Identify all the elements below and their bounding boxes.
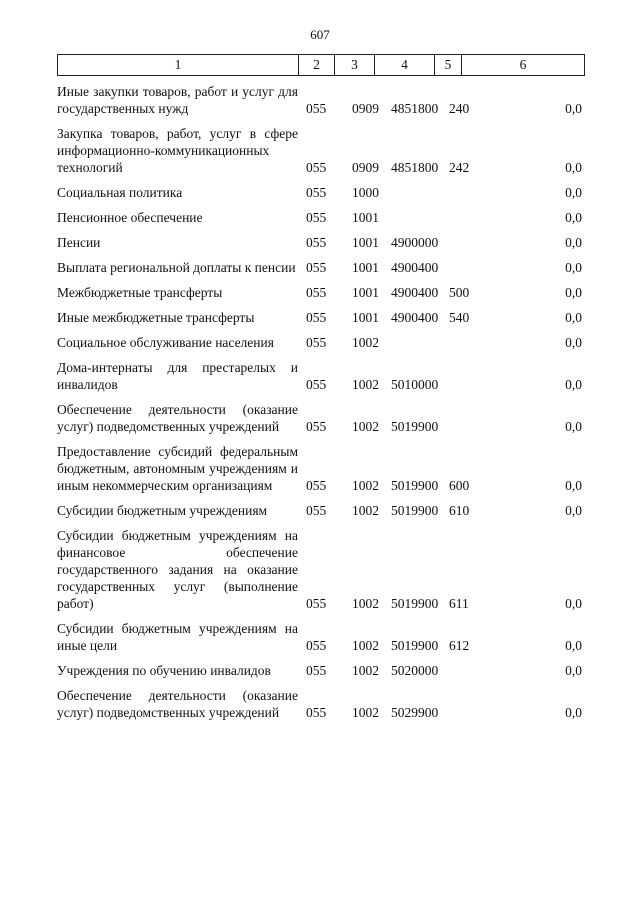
table-row xyxy=(57,527,585,612)
row-code-4: 5019900 xyxy=(391,638,439,653)
row-value: 0,0 xyxy=(565,235,582,250)
row-code-4: 4900400 xyxy=(391,310,439,325)
row-code-5: 540 xyxy=(449,310,470,325)
row-code-2: 055 xyxy=(306,260,327,275)
row-name: Субсидии бюджетным учреждениям xyxy=(57,503,268,518)
table-row xyxy=(57,284,585,301)
row-code-4: 4900400 xyxy=(391,285,439,300)
row-name: Иные закупки товаров, работ и услуг для государственных нужд xyxy=(57,84,298,116)
row-name: Социальная политика xyxy=(57,185,183,200)
row-code-3: 1002 xyxy=(352,638,379,653)
row-code-4: 5029900 xyxy=(391,705,439,720)
row-code-2: 055 xyxy=(306,210,327,225)
table-row xyxy=(57,620,585,654)
header-col-3: 3 xyxy=(335,55,375,75)
row-name: Предоставление субсидий федеральным бюджетным, автономным учреждениям и иным некоммерческим организациям xyxy=(57,444,298,493)
row-code-2: 055 xyxy=(306,160,327,175)
row-value: 0,0 xyxy=(565,638,582,653)
header-col-2: 2 xyxy=(299,55,335,75)
table-row xyxy=(57,401,585,435)
row-name: Межбюджетные трансферты xyxy=(57,285,223,300)
table-row xyxy=(57,359,585,393)
row-name: Социальное обслуживание населения xyxy=(57,335,274,350)
page-number: 607 xyxy=(310,27,330,42)
row-value: 0,0 xyxy=(565,260,582,275)
header-col-5: 5 xyxy=(435,55,462,75)
row-value: 0,0 xyxy=(565,478,582,493)
row-code-3: 0909 xyxy=(352,160,379,175)
row-value: 0,0 xyxy=(565,185,582,200)
row-code-2: 055 xyxy=(306,235,327,250)
row-code-4: 5019900 xyxy=(391,503,439,518)
row-code-3: 1002 xyxy=(352,478,379,493)
row-name: Выплата региональной доплаты к пенсии xyxy=(57,260,296,275)
row-value: 0,0 xyxy=(565,596,582,611)
row-code-3: 0909 xyxy=(352,101,379,116)
row-value: 0,0 xyxy=(565,335,582,350)
row-name: Субсидии бюджетным учреждениям на иные цели xyxy=(57,621,298,653)
row-name: Дома-интернаты для престарелых и инвалидов xyxy=(57,360,298,392)
row-value: 0,0 xyxy=(565,101,582,116)
table-row xyxy=(57,125,585,176)
row-code-2: 055 xyxy=(306,101,327,116)
row-value: 0,0 xyxy=(565,377,582,392)
row-code-2: 055 xyxy=(306,663,327,678)
table-row xyxy=(57,502,585,519)
row-code-2: 055 xyxy=(306,596,327,611)
table-row xyxy=(57,309,585,326)
header-col-1: 1 xyxy=(58,55,299,75)
row-code-3: 1002 xyxy=(352,503,379,518)
row-name: Иные межбюджетные трансферты xyxy=(57,310,255,325)
row-code-2: 055 xyxy=(306,705,327,720)
row-code-5: 610 xyxy=(449,503,470,518)
row-code-3: 1000 xyxy=(352,185,379,200)
row-code-2: 055 xyxy=(306,185,327,200)
header-col-4: 4 xyxy=(375,55,435,75)
row-code-4: 5019900 xyxy=(391,596,439,611)
row-code-4: 4900400 xyxy=(391,260,439,275)
row-code-5: 240 xyxy=(449,101,470,116)
row-code-3: 1002 xyxy=(352,705,379,720)
row-code-3: 1002 xyxy=(352,419,379,434)
table-body xyxy=(57,83,585,729)
row-value: 0,0 xyxy=(565,210,582,225)
row-code-4: 5019900 xyxy=(391,478,439,493)
row-code-3: 1001 xyxy=(352,285,379,300)
row-value: 0,0 xyxy=(565,503,582,518)
row-value: 0,0 xyxy=(565,663,582,678)
row-name: Закупка товаров, работ, услуг в сфере информационно-коммуникационных технологий xyxy=(57,126,298,175)
row-code-3: 1002 xyxy=(352,596,379,611)
table-row xyxy=(57,443,585,494)
row-code-5: 242 xyxy=(449,160,470,175)
row-code-2: 055 xyxy=(306,285,327,300)
row-code-5: 611 xyxy=(449,596,469,611)
row-value: 0,0 xyxy=(565,160,582,175)
row-code-3: 1001 xyxy=(352,235,379,250)
row-code-2: 055 xyxy=(306,310,327,325)
row-code-2: 055 xyxy=(306,419,327,434)
header-col-6: 6 xyxy=(519,57,527,72)
row-name: Учреждения по обучению инвалидов xyxy=(57,663,271,678)
table-row xyxy=(57,259,585,276)
row-name: Обеспечение деятельности (оказание услуг) подведомственных учреждений xyxy=(57,402,298,434)
row-value: 0,0 xyxy=(565,705,582,720)
row-code-3: 1002 xyxy=(352,335,379,350)
row-name: Субсидии бюджетным учреждениям на финансовое обеспечение государственного задания на оказание государственных услуг (выполнение работ) xyxy=(57,528,298,611)
row-value: 0,0 xyxy=(565,285,582,300)
row-code-4: 4851800 xyxy=(391,160,439,175)
row-code-2: 055 xyxy=(306,638,327,653)
table-row xyxy=(57,662,585,679)
table-row xyxy=(57,687,585,721)
row-code-3: 1001 xyxy=(352,310,379,325)
row-code-3: 1002 xyxy=(352,377,379,392)
table-header xyxy=(57,54,585,76)
row-value: 0,0 xyxy=(565,419,582,434)
row-code-3: 1001 xyxy=(352,260,379,275)
row-code-5: 500 xyxy=(449,285,470,300)
table-row xyxy=(57,334,585,351)
row-code-2: 055 xyxy=(306,503,327,518)
row-code-2: 055 xyxy=(306,335,327,350)
table-row xyxy=(57,234,585,251)
row-code-3: 1001 xyxy=(352,210,379,225)
row-name: Пенсионное обеспечение xyxy=(57,210,203,225)
table-row xyxy=(57,83,585,117)
row-code-3: 1002 xyxy=(352,663,379,678)
row-code-4: 4851800 xyxy=(391,101,439,116)
row-code-5: 600 xyxy=(449,478,470,493)
row-code-2: 055 xyxy=(306,377,327,392)
row-name: Пенсии xyxy=(57,235,101,250)
row-code-4: 5020000 xyxy=(391,663,439,678)
row-code-4: 4900000 xyxy=(391,235,439,250)
row-value: 0,0 xyxy=(565,310,582,325)
row-name: Обеспечение деятельности (оказание услуг) подведомственных учреждений xyxy=(57,688,298,720)
table-row xyxy=(57,209,585,226)
row-code-5: 612 xyxy=(449,638,470,653)
row-code-2: 055 xyxy=(306,478,327,493)
table-row xyxy=(57,184,585,201)
row-code-4: 5019900 xyxy=(391,419,439,434)
row-code-4: 5010000 xyxy=(391,377,439,392)
